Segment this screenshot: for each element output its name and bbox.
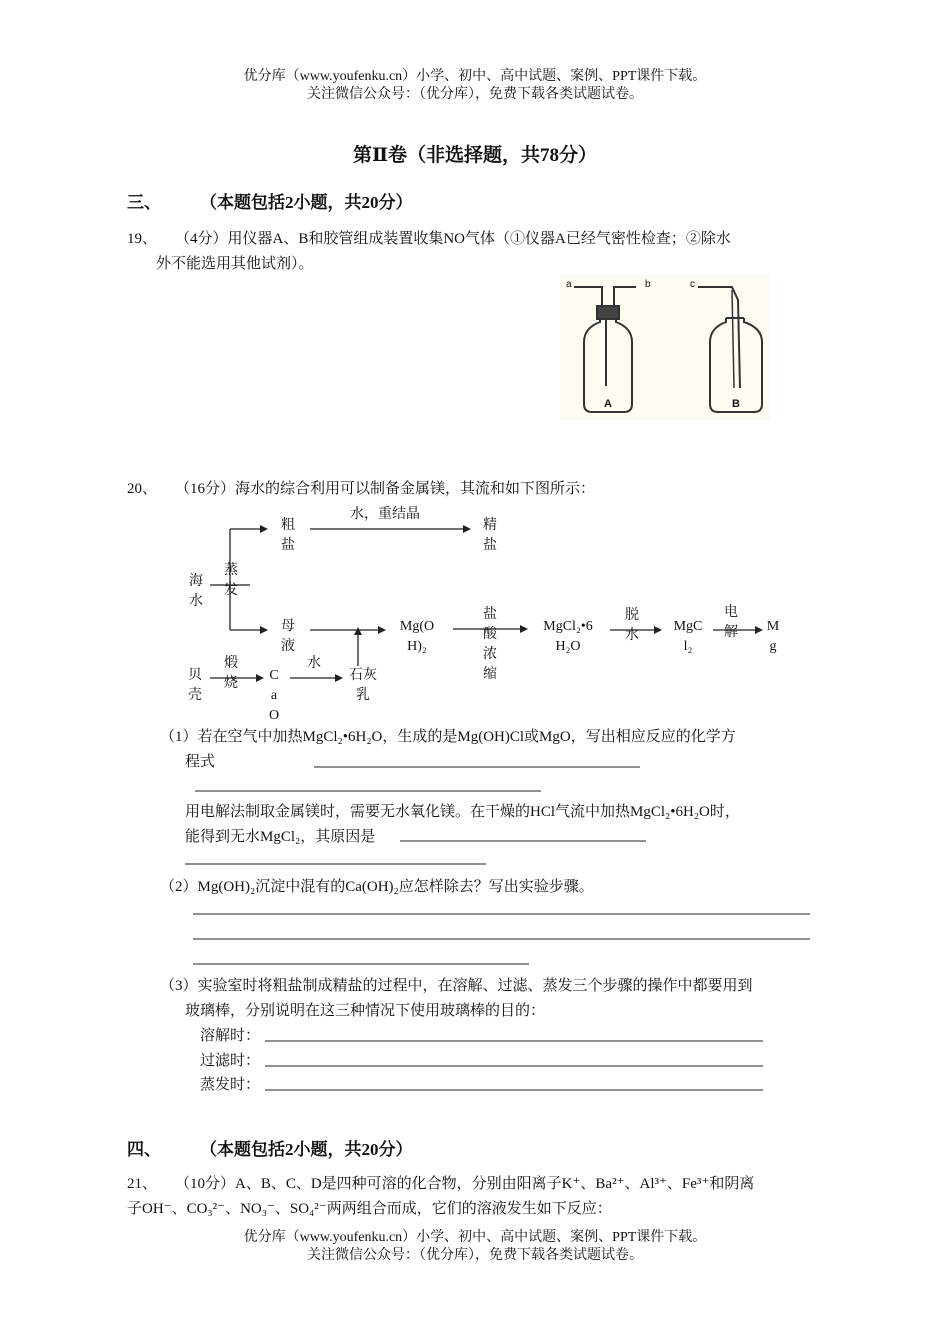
q20-p1-line-3: 用电解法制取金属镁时，需要无水氧化镁。在干燥的HCl气流中加热MgCl₂•6H₂O时， xyxy=(185,804,740,820)
label-electrolysis: 电 解 xyxy=(724,605,738,640)
header-line-2: 关注微信公众号：（优分库），免费下载各类试题试卷。 xyxy=(307,87,643,102)
label-dehydrate: 脱 水 xyxy=(625,608,639,643)
flow-arrowheads xyxy=(256,525,763,682)
q19-number: 19、 xyxy=(127,231,158,247)
label-recrystallize: 水，重结晶 xyxy=(350,507,420,522)
q20-number: 20、 xyxy=(127,481,158,497)
tube-label-c: c xyxy=(690,279,695,290)
node-mother-liquor: 母 液 xyxy=(281,619,295,654)
section-3-number: 三、 xyxy=(127,193,161,212)
bottle-label-a: A xyxy=(604,398,612,410)
q20-p1-line-4: 能得到无水MgCl₂，其原因是 xyxy=(185,829,376,845)
q20-intro: （16分）海水的综合利用可以制备金属镁，其流和如下图所示： xyxy=(175,481,596,497)
q20-p3-line-2: 玻璃棒，分别说明在这三种情况下使用玻璃棒的目的： xyxy=(185,1003,546,1019)
node-mgoh2: Mg(O H)₂ xyxy=(399,619,435,654)
node-mgcl2: MgC l₂ xyxy=(673,619,703,654)
node-lime-milk: 石灰 乳 xyxy=(349,668,377,703)
label-water: 水 xyxy=(307,656,321,671)
q21-text-line-2: 子OH⁻、CO₃²⁻、NO₃⁻、SO₄²⁻两两组合而成，它们的溶液发生如下反应： xyxy=(127,1201,612,1217)
node-seawater: 海 水 xyxy=(189,574,203,609)
q21-text-line-1: （10分）A、B、C、D是四种可溶的化合物，分别由阳离子K⁺、Ba²⁺、Al³⁺、Fe³⁺和阴离 xyxy=(175,1176,755,1192)
node-fine-salt: 精 盐 xyxy=(483,518,497,553)
label-hcl-concentrate: 盐 酸 浓 缩 xyxy=(483,607,497,682)
q20-p1-line-2: 程式 xyxy=(185,754,216,770)
bottle-label-b: B xyxy=(732,398,740,410)
q20-p1-line-1: （1）若在空气中加热MgCl₂•6H₂O，生成的是Mg(OH)Cl或MgO，写出相应反应的化学方 xyxy=(160,729,736,745)
footer-line-1: 优分库（www.youfenku.cn）小学、初中、高中试题、案例、PPT课件下载。 xyxy=(243,1230,707,1245)
q20-p3-line-1: （3）实验室时将粗盐制成精盐的过程中，在溶解、过滤、蒸发三个步骤的操作中都要用到 xyxy=(160,978,753,994)
q19-text-line-1: （4分）用仪器A、B和胶管组成装置收集NO气体（①仪器A已经气密性检查；②除水 xyxy=(175,231,731,247)
q19-text-line-2: 外不能选用其他试剂）。 xyxy=(156,256,314,272)
node-mg: M g xyxy=(766,619,780,654)
q20-filter-label: 过滤时： xyxy=(200,1053,261,1069)
section-3-description: （本题包括2小题，共20分） xyxy=(200,193,413,212)
footer-line-2: 关注微信公众号：（优分库），免费下载各类试题试卷。 xyxy=(307,1248,643,1263)
q21-number: 21、 xyxy=(127,1176,158,1192)
tube-label-b: b xyxy=(645,279,651,290)
header-line-1: 优分库（www.youfenku.cn）小学、初中、高中试题、案例、PPT课件下载。 xyxy=(243,69,707,84)
q20-p2: （2）Mg(OH)₂沉淀中混有的Ca(OH)₂应怎样除去？写出实验步骤。 xyxy=(160,879,594,895)
node-crude-salt: 粗 盐 xyxy=(281,518,295,553)
label-calcine: 煅 烧 xyxy=(224,656,238,691)
node-shell: 贝 壳 xyxy=(188,668,202,703)
label-evaporate: 蒸 发 xyxy=(224,563,238,598)
q20-evaporate-label: 蒸发时： xyxy=(200,1077,261,1093)
section-4-description: （本题包括2小题，共20分） xyxy=(200,1140,413,1159)
tube-label-a: a xyxy=(566,279,572,290)
paper-title: 第Ⅱ卷（非选择题，共78分） xyxy=(352,145,597,166)
section-4-number: 四、 xyxy=(127,1140,161,1159)
q20-dissolve-label: 溶解时： xyxy=(200,1028,261,1044)
node-mgcl2-6h2o: MgCl₂•6 H₂O xyxy=(543,619,593,654)
node-cao: C a O xyxy=(268,668,280,723)
